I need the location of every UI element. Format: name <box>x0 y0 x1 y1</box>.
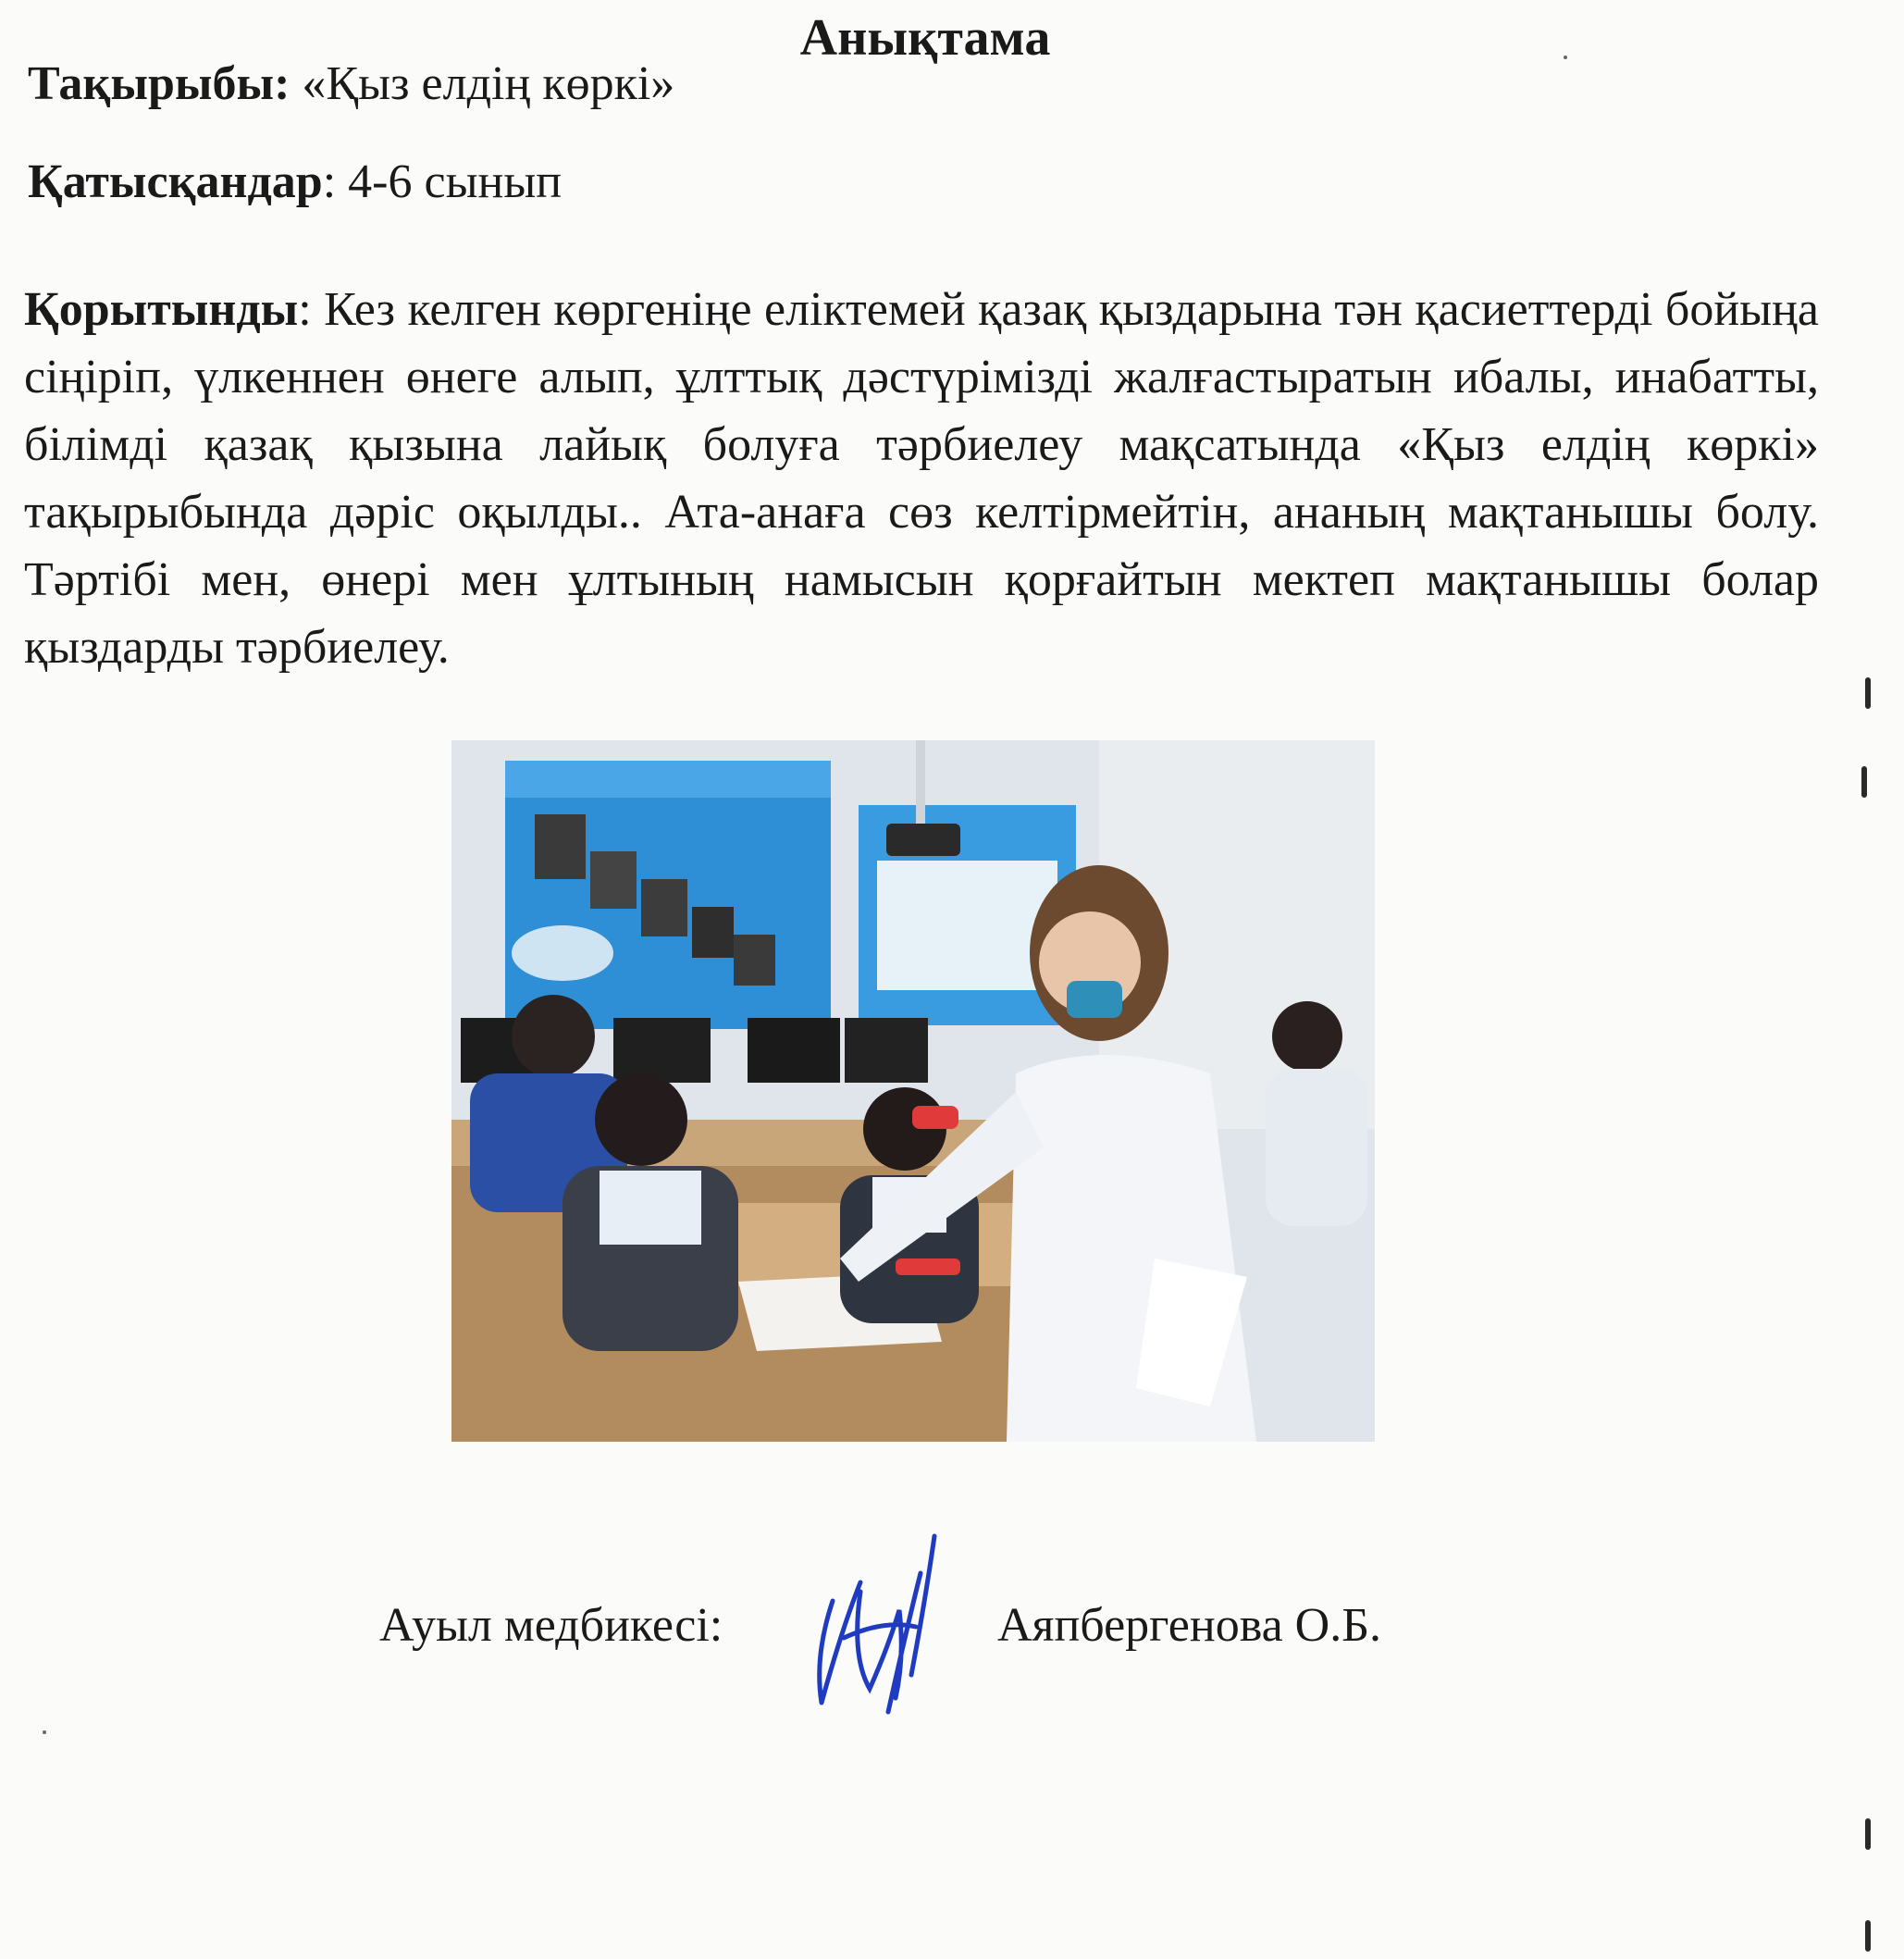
binder-hole-mark <box>1865 1920 1871 1952</box>
signatory-role: Ауыл медбикесі: <box>379 1599 723 1652</box>
signatory-name: Аяпбергенова О.Б. <box>997 1599 1382 1652</box>
participants-line <box>28 150 562 215</box>
conclusion-paragraph <box>24 276 1819 681</box>
topic-line <box>28 52 674 117</box>
conclusion-text: : Кез келген көргеніңе еліктемей қазақ қыздарына тән қасиеттерді бойыңа сіңіріп, үлкеннен өнеге алып, ұлттық дәстүрімізді жалғастыратын ибалы, инабатты, білімді қазақ қызына лайық болуға тәрбиелеу мақсатында «Қыз елдің көркі» тақырыбында дәріс оқылды.. Ата-анаға сөз келтірмейтін, ананың мақтанышы болу. Тәртібі мен, өнері мен ұлтының намысын қорғайтын мектеп мақтанышы болар қыздарды тәрбиелеу. <box>24 283 1819 674</box>
binder-hole-mark <box>1861 766 1867 798</box>
document-title: Анықтама <box>799 9 1051 67</box>
topic-value: «Қыз елдің көркі» <box>290 57 675 110</box>
conclusion-label: Қорытынды <box>24 283 299 336</box>
scan-speck <box>1564 56 1567 59</box>
handwritten-signature <box>796 1518 981 1721</box>
participants-value: : 4-6 сынып <box>322 155 563 208</box>
classroom-photo <box>451 740 1375 1442</box>
topic-label: Тақырыбы: <box>28 57 291 110</box>
binder-hole-mark <box>1865 677 1871 709</box>
participants-label: Қатысқандар <box>28 155 323 208</box>
binder-hole-mark <box>1865 1818 1871 1850</box>
scan-speck <box>43 1730 46 1734</box>
